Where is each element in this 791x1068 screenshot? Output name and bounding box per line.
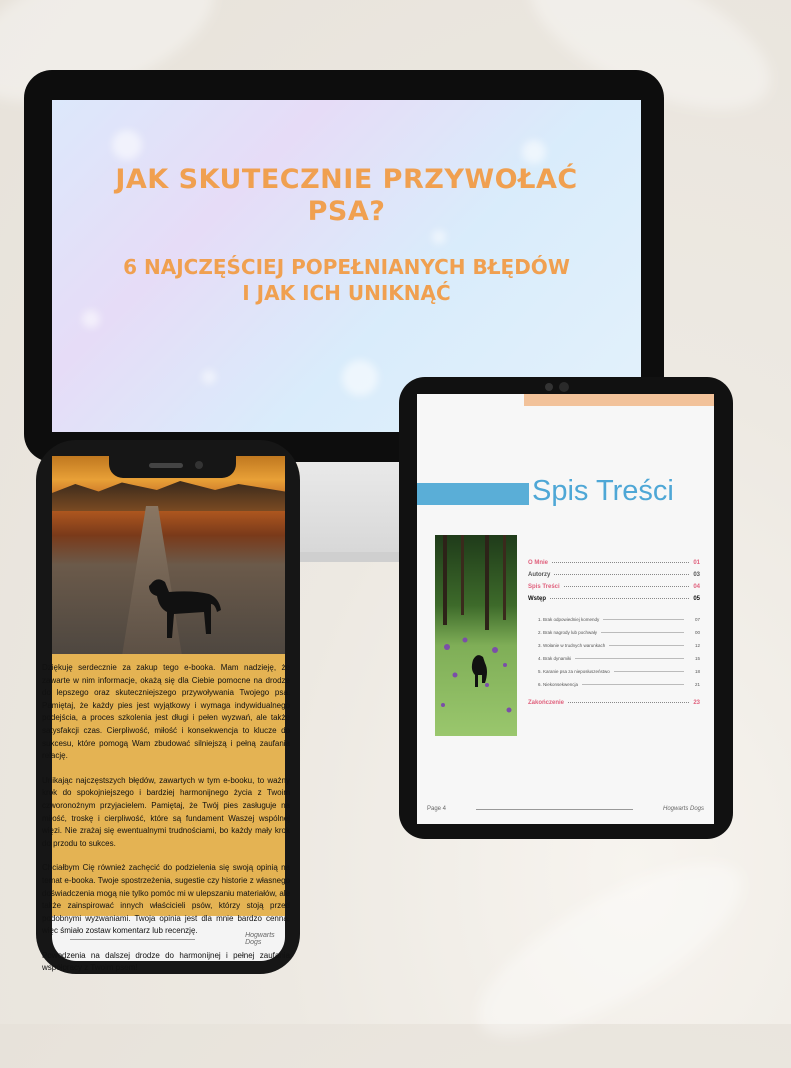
- tree-line: [52, 481, 285, 511]
- toc-chapter[interactable]: [528, 613, 700, 626]
- bokeh-light: [82, 310, 100, 328]
- header-accent-bar: [524, 394, 714, 406]
- toc-leader: [609, 645, 684, 646]
- ebook-title: [52, 164, 641, 228]
- subtitle-line-1: 6 NAJCZĘŚCIEJ POPEŁNIANYCH BŁĘDÓW: [123, 255, 570, 279]
- bokeh-light: [522, 140, 546, 164]
- toc-entry-label: Autorzy: [528, 572, 551, 578]
- toc-chapter-page: 07: [694, 617, 700, 622]
- bokeh-light: [342, 360, 378, 396]
- toc-entry-label: Zakończenie: [528, 700, 565, 706]
- paragraph: Powodzenia na dalszej drodze do harmonijnej i pełnej zaufania współpracy z Twoim psem!: [42, 950, 290, 973]
- title-accent-bar: [417, 483, 529, 505]
- toc-leader: [564, 586, 690, 587]
- bokeh-light: [202, 370, 216, 384]
- toc-entry[interactable]: [528, 593, 700, 605]
- toc-chapter-label: 1. Brak odpowiedniej komendy: [538, 617, 600, 622]
- toc-chapter[interactable]: [528, 652, 700, 665]
- title-line-2: PSA?: [307, 196, 386, 227]
- toc-chapter-page: 15: [694, 656, 700, 661]
- toc-chapter-page: 12: [694, 643, 700, 648]
- toc-chapter-page: 18: [694, 669, 700, 674]
- phone-footer: [52, 934, 285, 944]
- paragraph: Chciałbym Cię również zachęcić do podzielenia się swoją opinią na temat e-booka. Twoje spostrzeżenia, sugestie czy historie z własnego doświadczenia mogą nie tylko pomóc mi w ulepszaniu materiałów, ale także zainspirować innych właścicieli psów, którzy stoją przed podobnymi wyzwaniami. Twoja opinia jest dla mnie bardzo cenna, więc śmiało zostaw komentarz lub recenzję.: [42, 863, 290, 936]
- toc-entry-page: 03: [693, 572, 700, 578]
- toc-chapter-page: 21: [694, 682, 700, 687]
- toc-leader: [601, 632, 684, 633]
- bokeh-light: [432, 230, 446, 244]
- paragraph: Unikając najczęstszych błędów, zawartych w tym e-booku, to ważny krok do spokojniejszego i bardziej harmonijnego życia z Twoim czworonożnym przyjacielem. Pamiętaj, że Twój pies zasługuje na miłość, troskę i cierpliwość, które są fundament Waszej wspólnej więzi. Nie zrażaj się ewentualnymi trudnościami, bo każdy mały krok do przodu to sukces.: [42, 775, 290, 848]
- toc-entry-page: 01: [693, 560, 700, 566]
- toc-leader: [603, 619, 684, 620]
- toc-entry-label: Spis Treści: [528, 584, 560, 590]
- meadow-illustration: [435, 535, 517, 736]
- toc-entry[interactable]: [528, 581, 700, 593]
- speaker-grille: [149, 463, 183, 468]
- tablet-camera: [559, 382, 569, 392]
- toc-heading: Spis Treści: [532, 475, 674, 507]
- toc-leader: [614, 671, 684, 672]
- toc-chapter[interactable]: [528, 678, 700, 691]
- tablet-footer: [427, 806, 704, 812]
- dog-on-road-photo: [52, 456, 285, 654]
- phone-notch: [109, 456, 236, 478]
- toc-chapter[interactable]: [528, 639, 700, 652]
- table-of-contents: [528, 557, 700, 709]
- bokeh-light: [112, 130, 142, 160]
- footer-divider: [70, 939, 195, 940]
- subtitle-line-2: I JAK ICH UNIKNĄĆ: [242, 281, 451, 305]
- toc-leader: [568, 702, 689, 703]
- ebook-subtitle: [52, 254, 641, 306]
- toc-entry[interactable]: [528, 557, 700, 569]
- footer-brand: Hogwarts Dogs: [662, 806, 704, 812]
- toc-chapter-page: 00: [694, 630, 700, 635]
- front-camera: [195, 461, 203, 469]
- toc-chapter[interactable]: [528, 665, 700, 678]
- toc-chapter-label: 6. Niekonsekwencja: [538, 682, 579, 687]
- toc-chapter-label: 3. Wołanie w trudnych warunkach: [538, 643, 606, 648]
- toc-chapter-label: 2. Brak nagrody lub pochwały: [538, 630, 598, 635]
- toc-entry-label: Wstęp: [528, 596, 546, 602]
- footer-brand: Hogwarts Dogs: [245, 932, 275, 946]
- toc-entry-label: O Mnie: [528, 560, 549, 566]
- toc-entry-page: 04: [693, 584, 700, 590]
- toc-chapter[interactable]: [528, 626, 700, 639]
- toc-chapter-label: 5. Karanie psa za nieposłuszeństwo: [538, 669, 610, 674]
- tablet-screen: [417, 394, 714, 824]
- toc-entry[interactable]: [528, 697, 700, 709]
- dog-in-meadow-photo: [435, 535, 517, 736]
- paragraph: Dziękuję serdecznie za zakup tego e-booka. Mam nadzieję, że zawarte w nim informacje, okażą się dla Ciebie pomocne na drodze do lepszego oraz skuteczniejszego przywoływania Twojego psa. Pamiętaj, że każdy pies jest wyjątkowy i wymaga indywidualnego podejścia, a proces szkolenia jest długi i pełen wyzwań, ale także satysfakcji czas. Cierpliwość, miłość i konsekwencja to klucze do sukcesu, które pomogą Wam zbudować silniejszą i pełną zaufania relację.: [42, 663, 290, 761]
- page-number: Page 4: [427, 806, 447, 812]
- toc-entry[interactable]: [528, 569, 700, 581]
- toc-entry-page: 23: [693, 700, 700, 706]
- title-line-1: JAK SKUTECZNIE PRZYWOŁAĆ: [115, 164, 578, 195]
- toc-chapter-label: 4. Brak dynamiki: [538, 656, 572, 661]
- tablet-camera: [545, 383, 553, 391]
- toc-entry-page: 05: [693, 596, 700, 602]
- toc-leader: [575, 658, 684, 659]
- toc-leader: [550, 598, 689, 599]
- toc-leader: [582, 684, 684, 685]
- toc-spacer: [528, 605, 700, 613]
- background-leaf: [455, 832, 765, 1068]
- footer-divider: [476, 809, 633, 810]
- phone-screen: [42, 456, 290, 973]
- toc-leader: [554, 574, 689, 575]
- dog-silhouette: [145, 576, 225, 648]
- toc-leader: [552, 562, 689, 563]
